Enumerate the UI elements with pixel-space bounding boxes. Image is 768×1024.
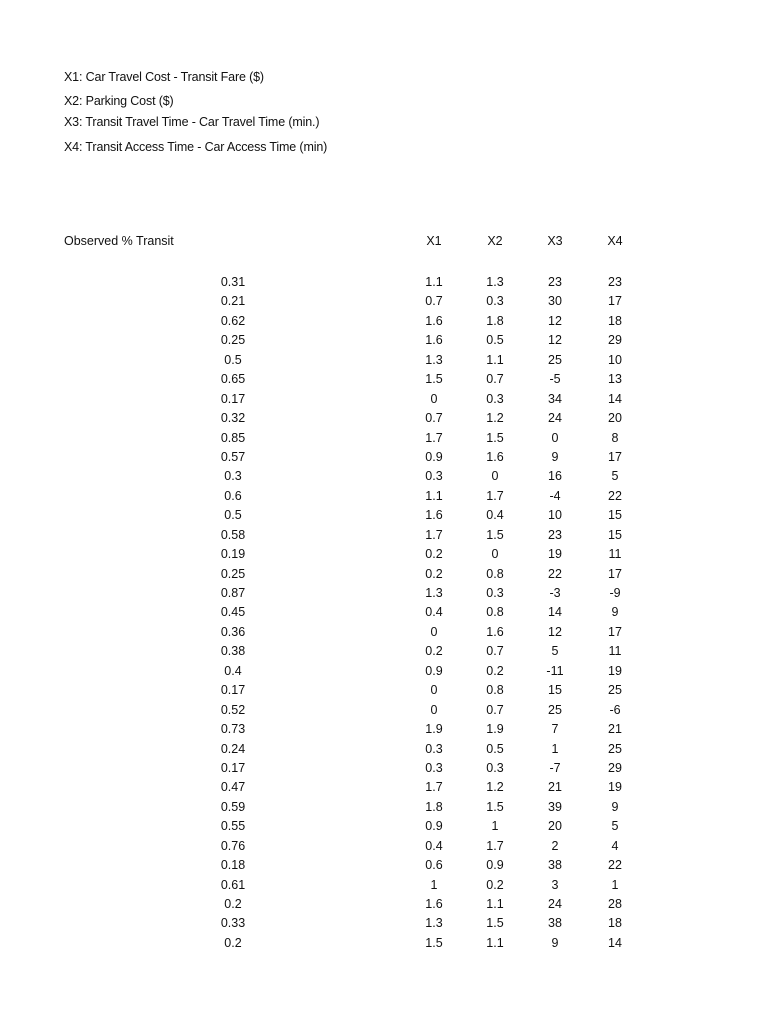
x1-value: 0	[430, 624, 438, 639]
observed-value: 0.5	[224, 508, 242, 523]
table-row	[0, 603, 768, 622]
table-row	[0, 467, 768, 486]
x1-value: 0.7	[425, 411, 443, 426]
x4-value: 5	[611, 469, 619, 484]
x4-value: 15	[608, 527, 622, 542]
column-header-x4: X4	[607, 234, 623, 248]
x1-value: 0.2	[425, 644, 443, 659]
table-body	[0, 273, 768, 953]
x1-value: 0.9	[425, 819, 443, 834]
table-row	[0, 701, 768, 720]
observed-value: 0.65	[220, 372, 246, 387]
x1-value: 0	[430, 683, 438, 698]
table-row	[0, 390, 768, 409]
x3-value: 24	[548, 411, 562, 426]
observed-transit-header: Observed % Transit	[64, 234, 174, 248]
x4-value: 22	[608, 488, 622, 503]
x3-value: 5	[551, 644, 559, 659]
x4-value: 21	[608, 722, 622, 737]
x3-value: 15	[548, 683, 562, 698]
x4-value: 4	[611, 838, 619, 853]
x1-value: 0.2	[425, 566, 443, 581]
x2-value: 1	[491, 819, 499, 834]
observed-value: 0.19	[220, 547, 246, 562]
observed-value: 0.59	[220, 799, 246, 814]
x4-value: 18	[608, 916, 622, 931]
x2-value: 1.1	[486, 352, 504, 367]
observed-value: 0.21	[220, 294, 246, 309]
x3-value: -5	[549, 372, 561, 387]
x4-value: 17	[608, 449, 622, 464]
x2-value: 1.3	[486, 275, 504, 289]
x4-value: 17	[608, 294, 622, 309]
table-row	[0, 759, 768, 778]
x2-value: 1.8	[486, 313, 504, 328]
definition-x2: X2: Parking Cost ($)	[64, 94, 174, 108]
x1-value: 1.3	[425, 586, 443, 600]
observed-value: 0.45	[220, 605, 246, 620]
x3-value: 30	[548, 294, 562, 309]
table-row	[0, 506, 768, 525]
x4-value: 1	[611, 877, 619, 892]
x3-value: 19	[548, 547, 562, 562]
x3-value: 25	[548, 352, 562, 367]
x2-value: 1.5	[486, 916, 504, 931]
x2-value: 0.3	[486, 760, 504, 775]
observed-value: 0.18	[220, 858, 246, 873]
x1-value: 1.5	[425, 372, 443, 387]
x4-value: 10	[608, 352, 622, 367]
x2-value: 0.9	[486, 858, 504, 873]
x4-value: -6	[609, 702, 621, 717]
table-row	[0, 273, 768, 292]
observed-value: 0.17	[220, 760, 246, 775]
definition-x4: X4: Transit Access Time - Car Access Time (min)	[64, 140, 328, 154]
x4-value: 11	[608, 547, 622, 562]
observed-value: 0.73	[220, 722, 246, 737]
x4-value: 22	[608, 858, 622, 873]
x1-value: 0	[430, 702, 438, 717]
observed-value: 0.17	[220, 683, 246, 698]
x3-value: 34	[548, 391, 562, 406]
observed-value: 0.32	[220, 411, 246, 426]
x3-value: 23	[548, 527, 562, 542]
observed-value: 0.47	[220, 780, 246, 795]
table-row	[0, 409, 768, 428]
x1-value: 0.9	[425, 663, 443, 678]
x1-value: 0.9	[425, 449, 443, 464]
x3-value: 3	[551, 877, 559, 892]
observed-value: 0.76	[220, 838, 246, 853]
x3-value: 9	[551, 935, 559, 950]
x4-value: 25	[608, 741, 622, 756]
table-row	[0, 778, 768, 797]
x4-value: 9	[611, 605, 619, 620]
x3-value: 21	[548, 780, 562, 795]
x3-value: 1	[551, 741, 559, 756]
x3-value: 24	[548, 897, 562, 911]
x1-value: 1.7	[425, 780, 443, 795]
observed-value: 0.38	[220, 644, 246, 659]
x2-value: 1.5	[486, 799, 504, 814]
x2-value: 1.5	[486, 527, 504, 542]
table-row	[0, 856, 768, 875]
x2-value: 0.5	[486, 741, 504, 756]
x2-value: 1.7	[486, 838, 504, 853]
x1-value: 0.2	[425, 547, 443, 562]
observed-value: 0.58	[220, 527, 246, 542]
x1-value: 1.6	[425, 897, 443, 911]
x1-value: 0.3	[425, 741, 443, 756]
observed-value: 0.2	[224, 897, 242, 911]
table-row	[0, 429, 768, 448]
x2-value: 1.2	[486, 780, 504, 795]
x2-value: 1.7	[486, 488, 504, 503]
x1-value: 1.8	[425, 799, 443, 814]
observed-value: 0.61	[220, 877, 246, 892]
x1-value: 1.7	[425, 527, 443, 542]
table-row	[0, 623, 768, 642]
x4-value: 20	[608, 411, 622, 426]
observed-value: 0.6	[224, 488, 242, 503]
x4-value: 5	[611, 819, 619, 834]
x2-value: 0.2	[486, 663, 504, 678]
table-row	[0, 370, 768, 389]
x2-value: 0.5	[486, 333, 504, 348]
x2-value: 0.8	[486, 683, 504, 698]
table-row	[0, 448, 768, 467]
x1-value: 0.4	[425, 838, 443, 853]
observed-value: 0.4	[224, 663, 242, 678]
x3-value: 0	[551, 430, 559, 445]
x4-value: 25	[608, 683, 622, 698]
x4-value: 11	[608, 644, 622, 659]
x4-value: 17	[608, 566, 622, 581]
x2-value: 1.2	[486, 411, 504, 426]
x4-value: 19	[608, 663, 622, 678]
x3-value: -3	[549, 586, 561, 600]
column-header-x2: X2	[487, 234, 503, 248]
x2-value: 0.7	[486, 702, 504, 717]
x4-value: 18	[608, 313, 622, 328]
table-row	[0, 681, 768, 700]
observed-value: 0.33	[220, 916, 246, 931]
x1-value: 0.4	[425, 605, 443, 620]
x3-value: 12	[548, 333, 562, 348]
x3-value: 12	[548, 313, 562, 328]
x3-value: 10	[548, 508, 562, 523]
x1-value: 0.7	[425, 294, 443, 309]
x3-value: 38	[548, 916, 562, 931]
table-row	[0, 914, 768, 933]
x1-value: 0	[430, 391, 438, 406]
x4-value: -9	[609, 586, 621, 600]
x2-value: 0.8	[486, 605, 504, 620]
observed-value: 0.31	[220, 275, 246, 289]
x4-value: 14	[608, 391, 622, 406]
observed-value: 0.62	[220, 313, 246, 328]
x2-value: 0.3	[486, 294, 504, 309]
definition-x1: X1: Car Travel Cost - Transit Fare ($)	[64, 70, 264, 84]
x2-value: 0.3	[486, 586, 504, 600]
observed-value: 0.3	[224, 469, 242, 484]
x4-value: 14	[608, 935, 622, 950]
x4-value: 15	[608, 508, 622, 523]
x2-value: 0	[491, 547, 499, 562]
x3-value: 39	[548, 799, 562, 814]
observed-value: 0.57	[220, 449, 246, 464]
x1-value: 1.7	[425, 430, 443, 445]
x3-value: 20	[548, 819, 562, 834]
x2-value: 1.1	[486, 897, 504, 911]
x2-value: 1.9	[486, 722, 504, 737]
x1-value: 1.3	[425, 352, 443, 367]
x1-value: 1	[430, 877, 438, 892]
x4-value: 28	[608, 897, 622, 911]
definition-x3: X3: Transit Travel Time - Car Travel Time (min.)	[64, 115, 320, 129]
table-row	[0, 740, 768, 759]
x3-value: 7	[551, 722, 559, 737]
observed-value: 0.24	[220, 741, 246, 756]
observed-value: 0.2	[224, 935, 242, 950]
x1-value: 1.1	[425, 488, 443, 503]
x2-value: 1.6	[486, 624, 504, 639]
x4-value: 23	[608, 275, 622, 289]
x2-value: 0.3	[486, 391, 504, 406]
x2-value: 0.4	[486, 508, 504, 523]
table-row	[0, 526, 768, 545]
x2-value: 0.8	[486, 566, 504, 581]
table-row	[0, 876, 768, 895]
x3-value: 9	[551, 449, 559, 464]
table-row	[0, 565, 768, 584]
observed-value: 0.52	[220, 702, 246, 717]
column-header-x3: X3	[547, 234, 563, 248]
x3-value: -4	[549, 488, 561, 503]
table-row	[0, 331, 768, 350]
x4-value: 29	[608, 760, 622, 775]
x2-value: 0.2	[486, 877, 504, 892]
x3-value: -11	[546, 663, 564, 678]
x4-value: 19	[608, 780, 622, 795]
table-row	[0, 487, 768, 506]
x2-value: 1.6	[486, 449, 504, 464]
table-row	[0, 720, 768, 739]
table-row	[0, 545, 768, 564]
table-row	[0, 895, 768, 914]
table-row	[0, 837, 768, 856]
x3-value: 12	[548, 624, 562, 639]
x1-value: 1.1	[425, 275, 443, 289]
observed-value: 0.25	[220, 333, 246, 348]
observed-value: 0.55	[220, 819, 246, 834]
table-row	[0, 351, 768, 370]
table-row	[0, 798, 768, 817]
x3-value: 14	[548, 605, 562, 620]
table-row	[0, 292, 768, 311]
observed-value: 0.25	[220, 566, 246, 581]
x1-value: 0.6	[425, 858, 443, 873]
x3-value: 25	[548, 702, 562, 717]
x4-value: 8	[611, 430, 619, 445]
x1-value: 1.6	[425, 508, 443, 523]
table-row	[0, 642, 768, 661]
x3-value: 38	[548, 858, 562, 873]
table-row	[0, 817, 768, 836]
x4-value: 13	[608, 372, 622, 387]
x3-value: 22	[548, 566, 562, 581]
x3-value: 16	[548, 469, 562, 484]
x2-value: 1.5	[486, 430, 504, 445]
x4-value: 9	[611, 799, 619, 814]
x3-value: 2	[551, 838, 559, 853]
x1-value: 1.5	[425, 935, 443, 950]
x1-value: 0.3	[425, 760, 443, 775]
x3-value: -7	[549, 760, 561, 775]
observed-value: 0.36	[220, 624, 246, 639]
x1-value: 1.3	[425, 916, 443, 931]
x4-value: 29	[608, 333, 622, 348]
table-row	[0, 584, 768, 603]
x4-value: 17	[608, 624, 622, 639]
x1-value: 0.3	[425, 469, 443, 484]
observed-value: 0.87	[220, 586, 246, 600]
x1-value: 1.6	[425, 313, 443, 328]
table-row	[0, 312, 768, 331]
x2-value: 0	[491, 469, 499, 484]
x1-value: 1.9	[425, 722, 443, 737]
column-header-x1: X1	[426, 234, 442, 248]
x1-value: 1.6	[425, 333, 443, 348]
x3-value: 23	[548, 275, 562, 289]
observed-value: 0.17	[220, 391, 246, 406]
observed-value: 0.85	[220, 430, 246, 445]
table-row	[0, 662, 768, 681]
observed-value: 0.5	[224, 352, 242, 367]
x2-value: 0.7	[486, 372, 504, 387]
x2-value: 1.1	[486, 935, 504, 950]
table-row	[0, 934, 768, 953]
x2-value: 0.7	[486, 644, 504, 659]
